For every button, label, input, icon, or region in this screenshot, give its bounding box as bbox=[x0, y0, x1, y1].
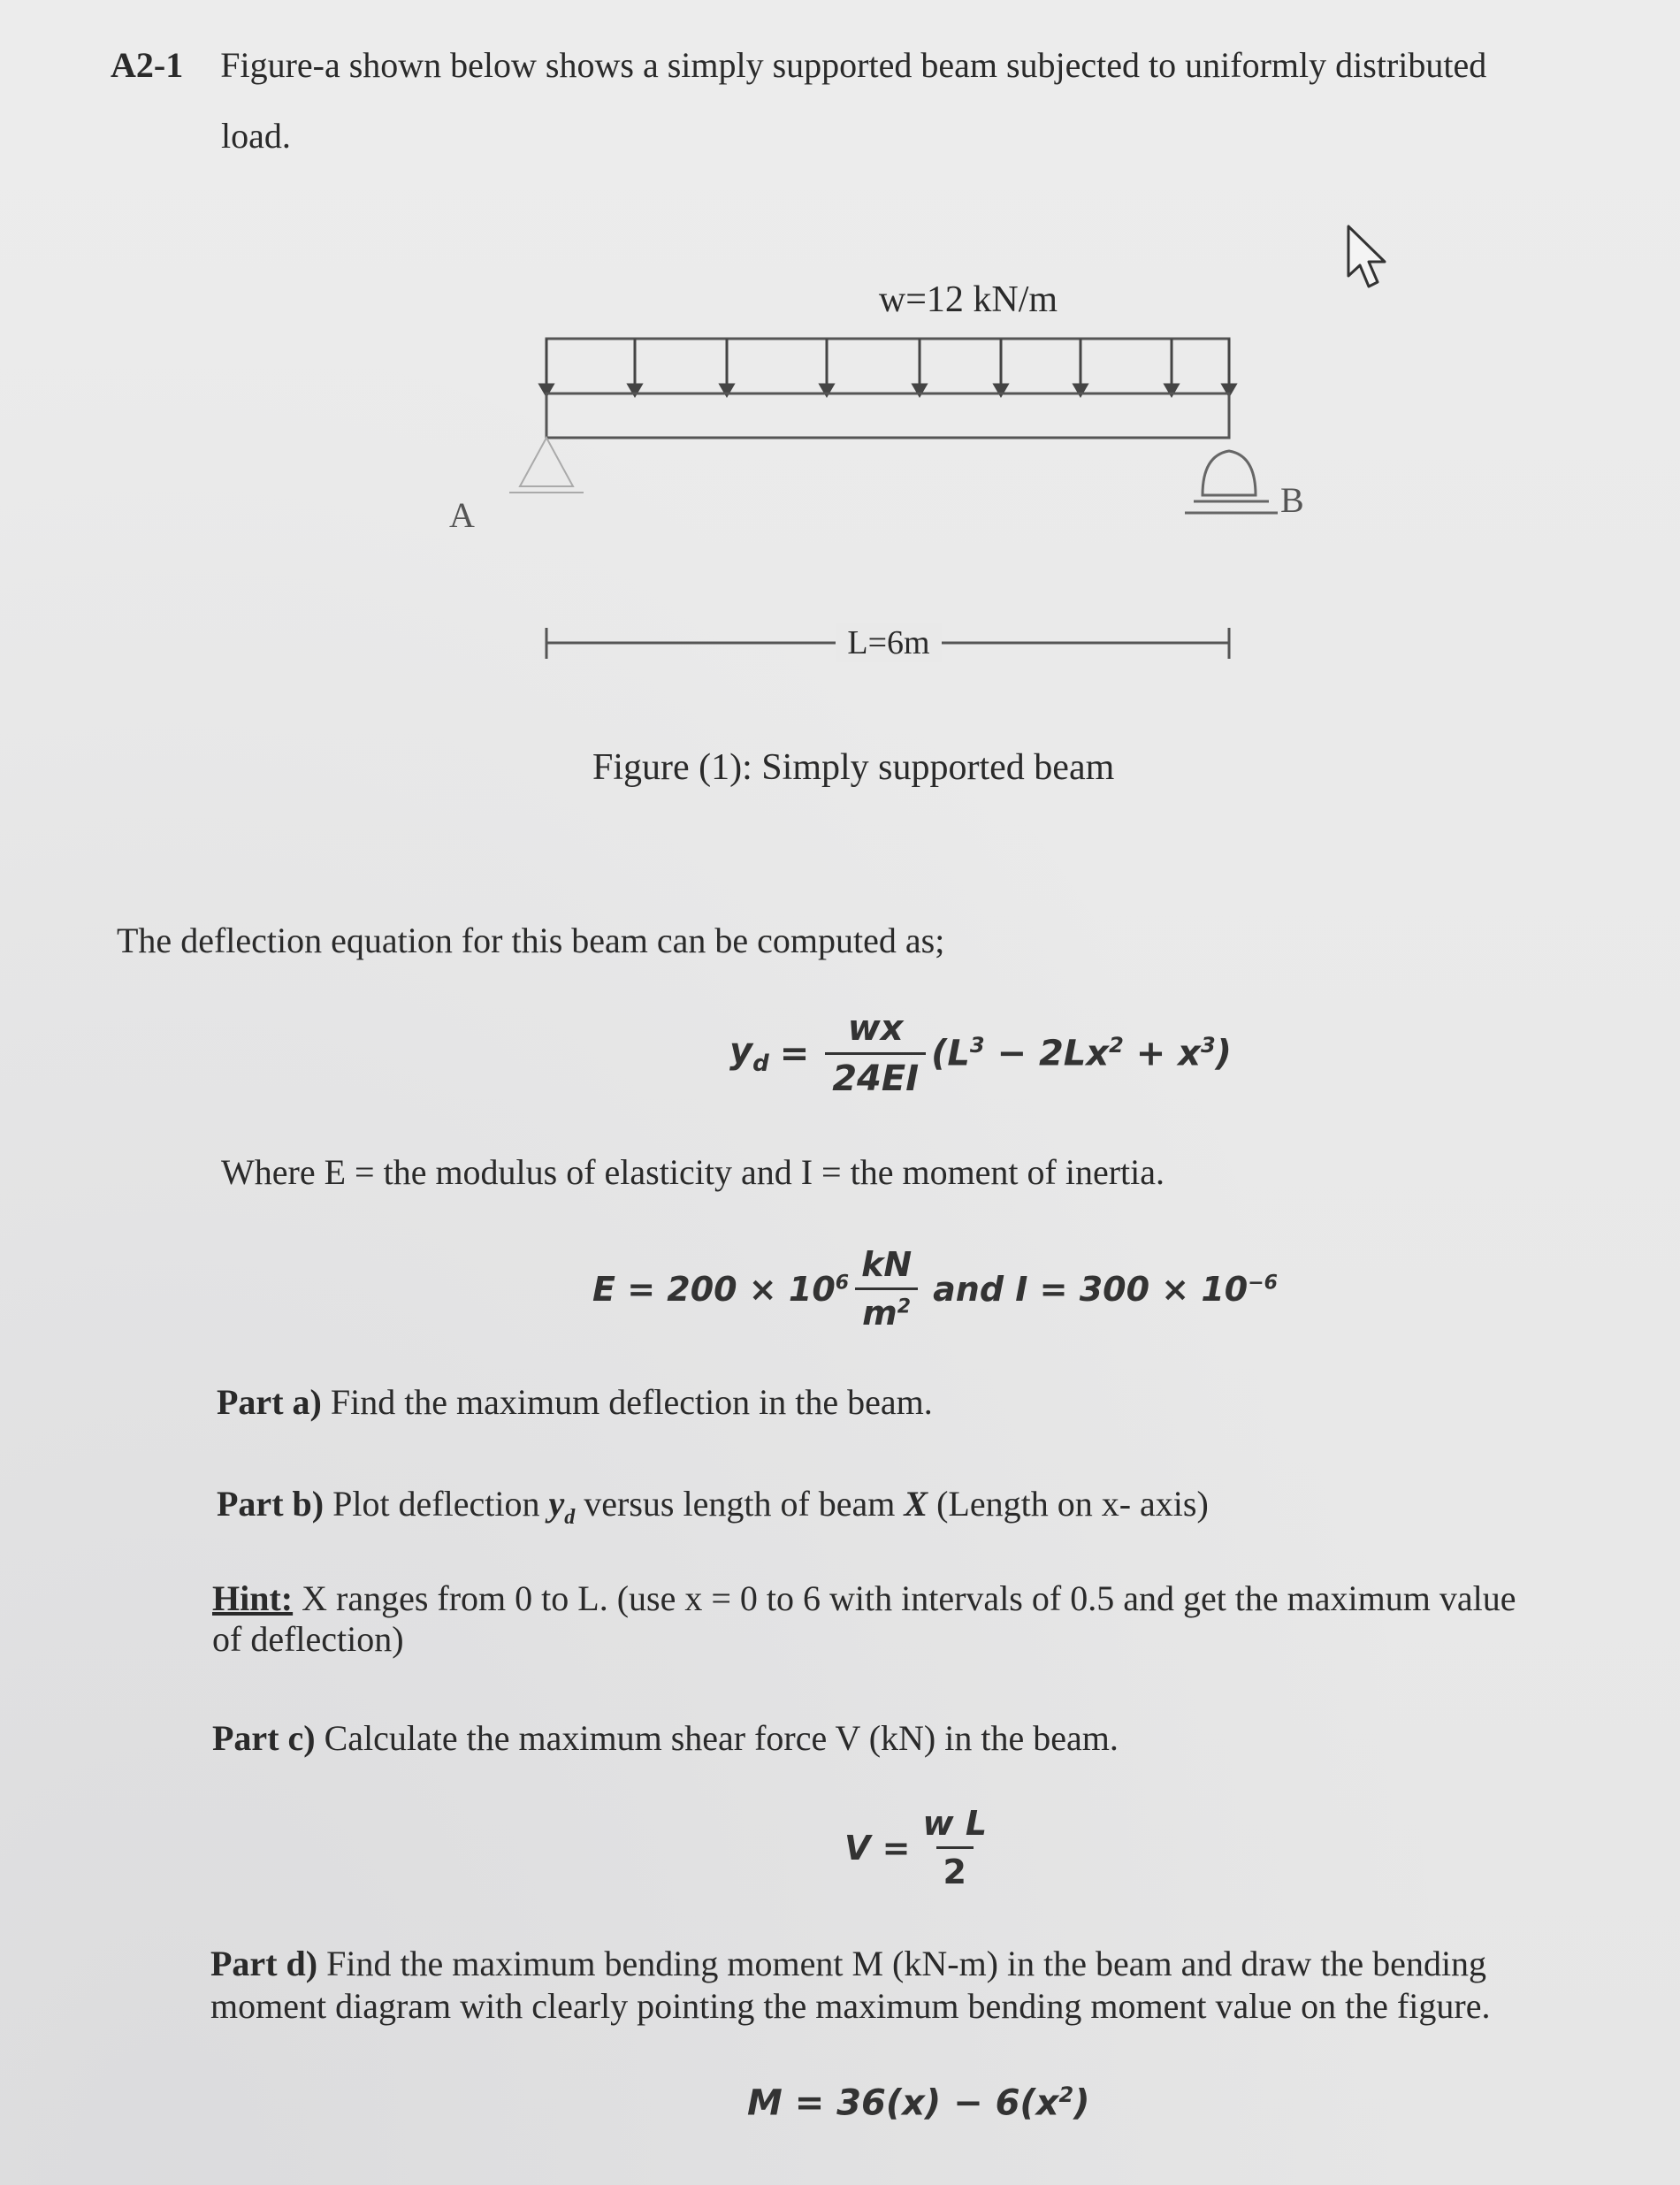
load-label: w=12 kN/m bbox=[878, 279, 1058, 320]
support-a-shape bbox=[509, 438, 584, 493]
support-a-label: A bbox=[449, 495, 475, 535]
length-label: L=6m bbox=[847, 624, 930, 661]
support-b-label: B bbox=[1280, 480, 1304, 520]
hint-line2: of deflection) bbox=[212, 1619, 404, 1659]
part-b-label: Part b) bbox=[217, 1484, 325, 1524]
part-c bbox=[212, 1715, 1627, 1761]
inertia-value: and $I = 300 \times 10^{-6}$ bbox=[933, 1269, 1278, 1309]
eq-lhs: $y_d$ bbox=[729, 1030, 769, 1077]
question-number: A2-1 bbox=[111, 45, 184, 85]
support-b-shape bbox=[1185, 451, 1278, 513]
eq-equals: = bbox=[779, 1033, 810, 1074]
part-a-text: Find the maximum deflection in the beam. bbox=[321, 1382, 933, 1422]
where-line: Where E = the modulus of elasticity and I = the moment of inertia. bbox=[221, 1152, 1165, 1192]
part-b: Part b) Plot deflection $y_d$ versus length of beam X (Length on x- axis) bbox=[217, 1484, 1209, 1529]
question-intro bbox=[111, 42, 1667, 88]
deflection-intro: The deflection equation for this beam can be computed as; bbox=[117, 921, 945, 960]
part-c-label: Part c) bbox=[212, 1718, 316, 1758]
part-d-line2: moment diagram with clearly pointing the maximum bending moment value on the figure. bbox=[210, 1986, 1491, 2026]
eq-rhs: $(L^3 - 2Lx^2 + x^3)$ bbox=[931, 1033, 1232, 1074]
modulus-value: $E = 200 \times 10^6$ bbox=[592, 1269, 850, 1309]
eq-fraction bbox=[825, 1008, 926, 1099]
figure-caption: Figure (1): Simply supported beam bbox=[592, 747, 1115, 788]
part-d bbox=[210, 1941, 1661, 1987]
hint-label: Hint: bbox=[212, 1578, 294, 1618]
hint bbox=[212, 1576, 1662, 1622]
beam-figure bbox=[424, 270, 1326, 685]
eq-denominator: 24EI bbox=[825, 1052, 926, 1099]
question-intro-line1: Figure-a shown below shows a simply supported beam subjected to uniformly distributed bbox=[220, 45, 1487, 85]
part-d-label: Part d) bbox=[210, 1944, 318, 1983]
moment-equation: $M = 36(x) - 6(x^2)$ bbox=[747, 2082, 1090, 2124]
constants-equation bbox=[592, 1245, 1278, 1333]
question-intro-line2: load. bbox=[221, 116, 291, 156]
distributed-load-block bbox=[546, 339, 1229, 393]
shear-equation: V = $\frac{\text{w L}}{2}$ bbox=[844, 1804, 988, 1891]
mouse-pointer-icon bbox=[1344, 223, 1397, 294]
eq-numerator: wx bbox=[847, 1008, 904, 1049]
part-c-text: Calculate the maximum shear force V (kN) in the beam. bbox=[315, 1718, 1119, 1758]
deflection-equation bbox=[729, 1008, 1232, 1099]
hint-line1: X ranges from 0 to L. (use x = 0 to 6 with intervals of 0.5 and get the maximum value bbox=[293, 1578, 1516, 1618]
beam-body bbox=[546, 393, 1229, 438]
unit-fraction: $\frac{kN}{m^2}$ bbox=[854, 1245, 919, 1333]
part-a bbox=[217, 1379, 1631, 1425]
part-a-label: Part a) bbox=[217, 1382, 322, 1422]
load-arrows bbox=[540, 339, 1235, 395]
part-d-line1: Find the maximum bending moment M (kN-m) in the beam and draw the bending bbox=[317, 1944, 1487, 1983]
